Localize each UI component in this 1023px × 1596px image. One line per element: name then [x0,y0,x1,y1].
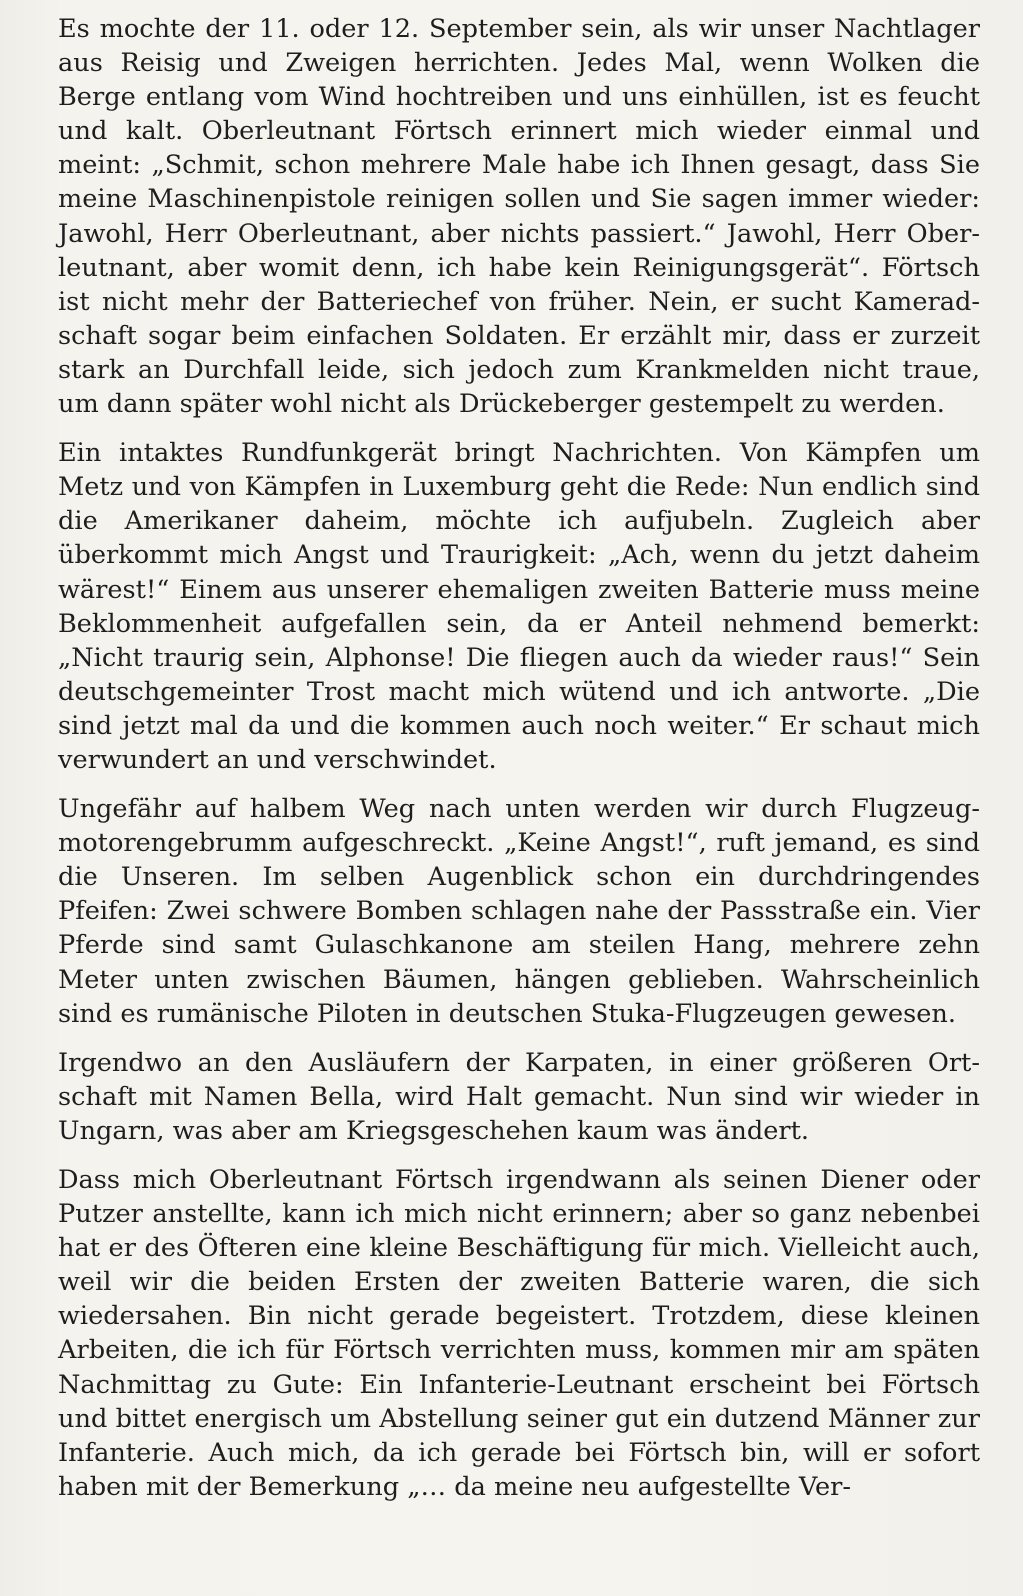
paragraph-3: Ungefähr auf halbem Weg nach unten werden wir durch Flugzeugmotorengebrumm aufgeschreckt. „Keine Angst!“, ruft jemand, es sind die Unseren. Im selben Augenblick schon ein durchdringendes Pfeifen: Zwei schwere Bomben schlagen nahe der Passstraße ein. Vier Pferde sind samt Gulaschkanone am steilen Hang, mehrere zehn Meter unten zwischen Bäumen, hängen geblieben. Wahrscheinlich sind es rumänische Piloten in deutschen Stuka-Flugzeugen gewesen. [58,794,980,1029]
paragraph-1: Es mochte der 11. oder 12. September sein, als wir unser Nachtlager aus Reisig und Zweigen herrichten. Jedes Mal, wenn Wolken die Berge entlang vom Wind hochtreiben und uns einhüllen, ist es feucht und kalt. Oberleutnant Förtsch erinnert mich wieder einmal und meint: „Schmit, schon mehrere Male habe ich Ihnen gesagt, dass Sie meine Maschinenpistole reinigen sollen und Sie sagen immer wieder: Jawohl, Herr Oberleutnant, aber nichts passiert.“ Jawohl, Herr Oberleutnant, aber womit denn, ich habe kein Reinigungsgerät“. Förtsch ist nicht mehr der Batteriechef von früher. Nein, er sucht Kameradschaft sogar beim einfachen Soldaten. Er erzählt mir, dass er zurzeit stark an Durchfall leide, sich jedoch zum Krankmelden nicht traue, um dann später wohl nicht als Drückeberger gestempelt zu werden. [58,14,980,420]
body-text [58,12,980,1504]
paragraph-2: Ein intaktes Rundfunkgerät bringt Nachrichten. Von Kämpfen um Metz und von Kämpfen in Luxemburg geht die Rede: Nun endlich sind die Amerikaner daheim, möchte ich aufjubeln. Zugleich aber überkommt mich Angst und Traurigkeit: „Ach, wenn du jetzt daheim wärest!“ Einem aus unserer ehemaligen zweiten Batterie muss meine Beklommenheit aufgefallen sein, da er Anteil nehmend bemerkt: „Nicht traurig sein, Alphonse! Die fliegen auch da wieder raus!“ Sein deutschgemeinter Trost macht mich wütend und ich antworte. „Die sind jetzt mal da und die kommen auch noch weiter.“ Er schaut mich verwundert an und verschwindet. [58,438,980,775]
paragraph-5: Dass mich Oberleutnant Förtsch irgendwann als seinen Diener oder Putzer anstellte, kann ich mich nicht erinnern; aber so ganz nebenbei hat er des Öfteren eine kleine Beschäftigung für mich. Vielleicht auch, weil wir die beiden Ersten der zweiten Batterie waren, die sich wiedersahen. Bin nicht gerade begeistert. Trotzdem, diese kleinen Arbeiten, die ich für Förtsch verrichten muss, kommen mir am späten Nachmittag zu Gute: Ein Infanterie-Leutnant erscheint bei Förtsch und bittet energisch um Abstellung seiner gut ein dutzend Männer zur Infanterie. Auch mich, da ich gerade bei Förtsch bin, will er sofort haben mit der Bemerkung „… da meine neu aufgestellte Ver- [58,1165,980,1502]
paragraph-4: Irgendwo an den Ausläufern der Karpaten, in einer größeren Ortschaft mit Namen Bella, wird Halt gemacht. Nun sind wir wieder in Ungarn, was aber am Kriegsgeschehen kaum was ändert. [58,1047,980,1146]
